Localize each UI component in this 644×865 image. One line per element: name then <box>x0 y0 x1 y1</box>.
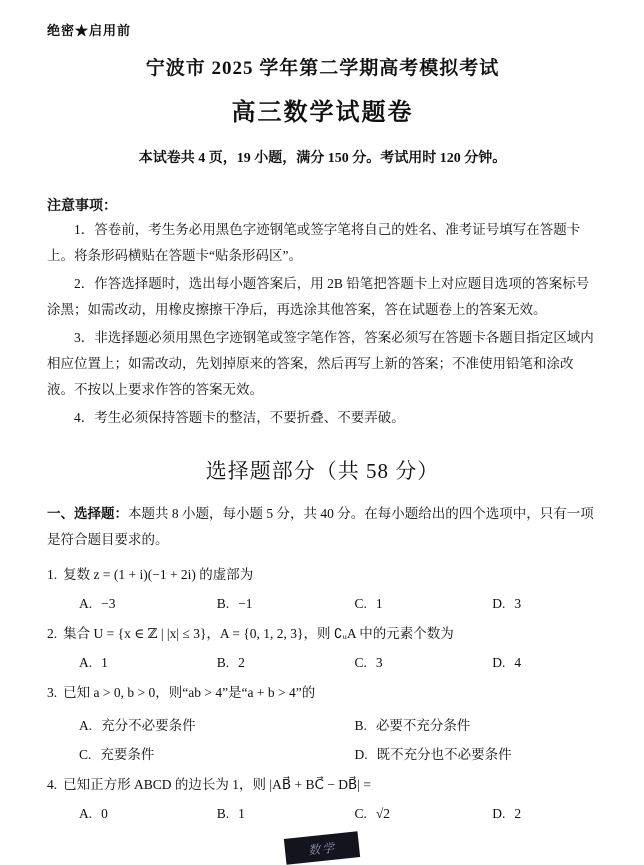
question-2-stem: 集合 U = {x ∈ ℤ | |x| ≤ 3}，A = {0, 1, 2, 3}，则 ∁ᵤA 中的元素个数为 <box>63 626 454 641</box>
option-text: 3 <box>514 596 522 611</box>
option-text: 充分不必要条件 <box>101 718 196 733</box>
option-label: B. <box>216 806 230 821</box>
question-1-stem: 复数 z = (1 + i)(−1 + 2i) 的虚部为 <box>63 567 254 582</box>
option-label: C. <box>354 596 367 611</box>
question-1-option-b <box>185 596 323 612</box>
exam-title-line1: 宁波市 2025 学年第二学期高考模拟考试 <box>145 58 500 79</box>
question-2-option-c <box>323 655 461 671</box>
question-4-option-a <box>47 806 185 822</box>
footer-watermark: 数学 <box>284 831 360 865</box>
question-4-options <box>47 806 598 822</box>
question-4-option-d <box>460 806 598 822</box>
question-3-option-c <box>47 743 323 763</box>
part-heading <box>47 501 598 553</box>
question-1 <box>47 563 598 612</box>
exam-title-line2: 高三数学试题卷 <box>231 100 414 126</box>
option-label: C. <box>79 747 92 762</box>
option-label: B. <box>216 596 230 611</box>
option-text: −1 <box>238 596 253 611</box>
question-1-options <box>47 596 598 612</box>
notice-item-2: 2．作答选择题时，选出每小题答案后，用 2B 铅笔把答题卡上对应题目选项的答案标号涂黑；如需改动，用橡皮擦擦干净后，再选涂其他答案，答在试题卷上的答案无效。 <box>47 276 590 317</box>
option-label: A. <box>79 655 93 670</box>
option-text: 4 <box>514 655 522 670</box>
question-4-option-c <box>323 806 461 822</box>
option-label: B. <box>354 718 367 733</box>
exam-info-line: 本试卷共 4 页，19 小题，满分 150 分。考试用时 120 分钟。 <box>138 151 507 166</box>
question-3-options-row2 <box>47 743 598 763</box>
question-1-option-c <box>323 596 461 612</box>
option-label: A. <box>79 596 93 611</box>
notice-item-1: 1．答卷前，考生务必用黑色字迹钢笔或签字笔将自己的姓名、准考证号填写在答题卡上。将条形码横贴在答题卡“贴条形码区”。 <box>47 222 581 263</box>
option-text: 0 <box>101 806 108 821</box>
question-1-number: 1. <box>47 567 58 582</box>
part-heading-lead: 一、选择题： <box>47 506 128 521</box>
question-3-option-a <box>47 714 323 734</box>
option-label: B. <box>216 655 230 670</box>
option-text: √2 <box>375 806 391 821</box>
option-text: 既不充分也不必要条件 <box>376 747 512 762</box>
question-2-options <box>47 655 598 671</box>
notice-heading: 注意事项： <box>47 199 117 214</box>
option-label: D. <box>354 747 368 762</box>
question-4-option-b <box>185 806 323 822</box>
option-label: A. <box>79 806 93 821</box>
classification-label: 绝密★启用前 <box>47 23 132 38</box>
option-label: D. <box>492 596 506 611</box>
notice-section <box>47 195 598 431</box>
question-3-number: 3. <box>47 685 58 700</box>
notice-item-3: 3．非选择题必须用黑色字迹钢笔或签字笔作答，答案必须写在答题卡各题目指定区域内相应位置上；如需改动，先划掉原来的答案，然后再写上新的答案；不准使用铅笔和涂改液。不按以上要求作答的答案无效。 <box>47 330 594 397</box>
question-2 <box>47 622 598 671</box>
question-1-option-d <box>460 596 598 612</box>
option-text: −3 <box>101 596 116 611</box>
notice-item-4: 4．考生必须保持答题卡的整洁，不要折叠、不要弄破。 <box>74 410 405 425</box>
option-text: 充要条件 <box>100 747 155 762</box>
option-label: A. <box>79 718 93 733</box>
section-title: 选择题部分（共 58 分） <box>205 459 440 483</box>
option-text: 3 <box>375 655 383 670</box>
question-3-option-b <box>323 714 599 734</box>
question-3-stem: 已知 a > 0, b > 0，则“ab > 4”是“a + b > 4”的 <box>63 685 316 700</box>
option-text: 1 <box>238 806 245 821</box>
option-text: 1 <box>375 596 383 611</box>
question-1-option-a <box>47 596 185 612</box>
option-label: D. <box>492 655 506 670</box>
option-text: 1 <box>101 655 108 670</box>
question-4-stem: 已知正方形 ABCD 的边长为 1，则 |AB⃗ + BC⃗ − DB⃗| = <box>63 777 371 792</box>
question-3-options-row1 <box>47 714 598 734</box>
option-text: 必要不充分条件 <box>375 718 471 733</box>
option-label: D. <box>492 806 506 821</box>
question-3 <box>47 681 598 763</box>
question-2-option-b <box>185 655 323 671</box>
option-label: C. <box>354 655 367 670</box>
option-label: C. <box>354 806 367 821</box>
part-heading-rest: 本题共 8 小题，每小题 5 分，共 40 分。在每小题给出的四个选项中，只有一项是符合题目要求的。 <box>47 506 594 547</box>
option-text: 2 <box>238 655 245 670</box>
question-4-number: 4. <box>47 777 58 792</box>
question-4 <box>47 773 598 822</box>
question-2-option-a <box>47 655 185 671</box>
option-text: 2 <box>514 806 522 821</box>
question-2-number: 2. <box>47 626 58 641</box>
question-3-option-d <box>323 743 599 763</box>
question-2-option-d <box>460 655 598 671</box>
